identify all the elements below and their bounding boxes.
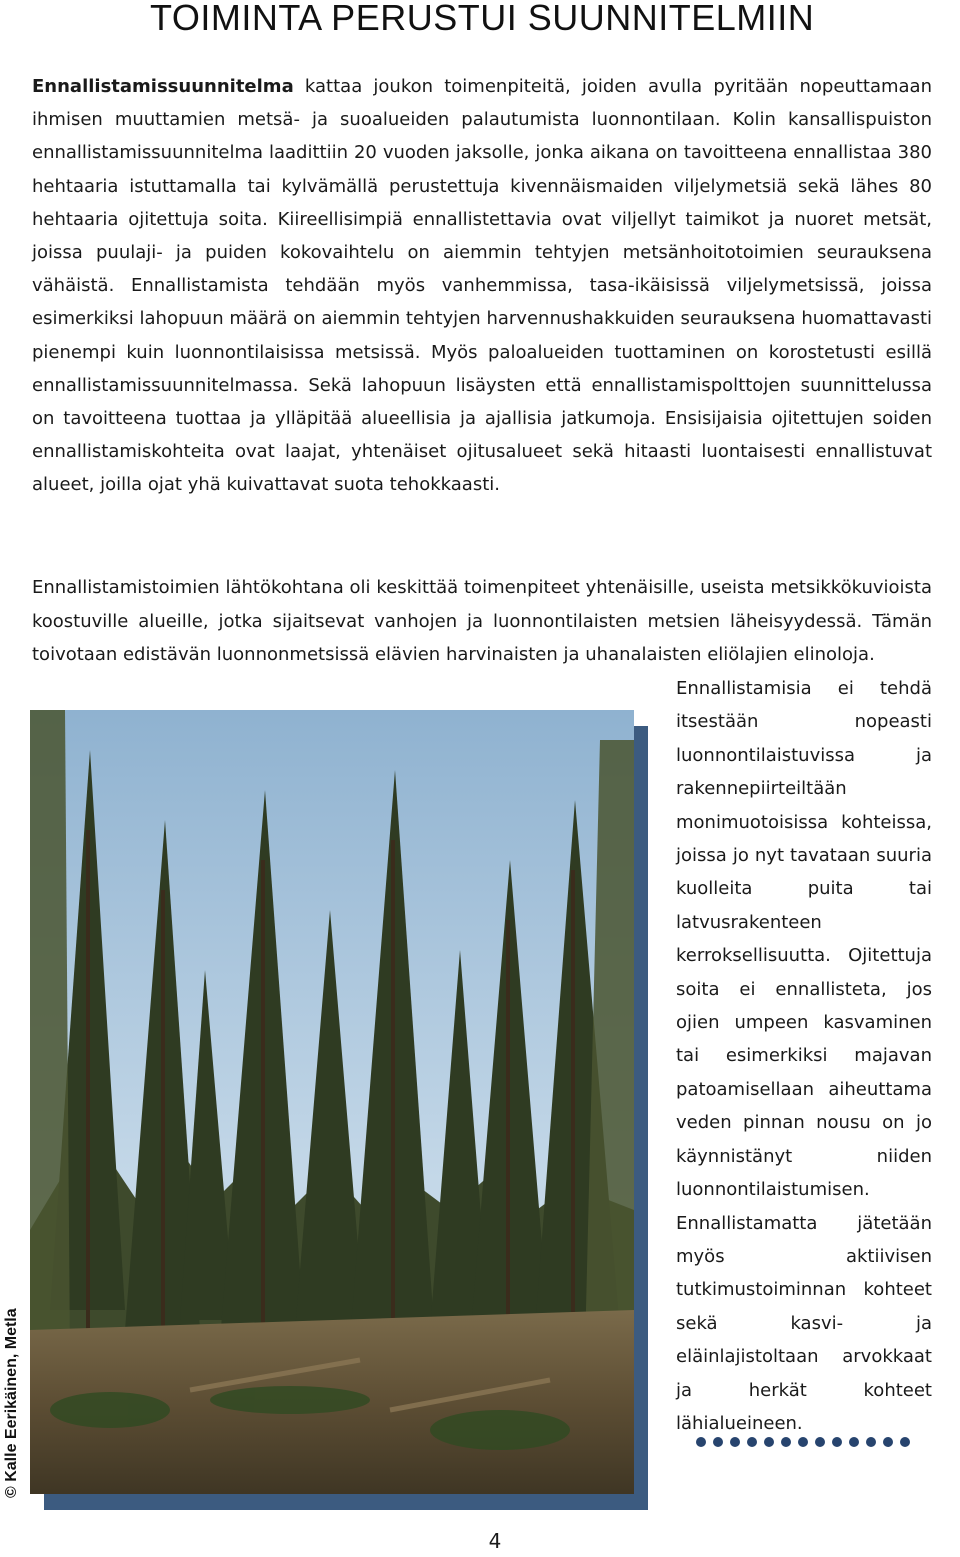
intro-body-text: kattaa joukon toimenpiteitä, joiden avulla pyritään nopeuttamaan ihmisen muuttamien metsä- ja suoalueiden palautumista luonnontilaan. Kolin kansallispuiston ennallistamissuunnitelma laadittiin 20 vuoden jaksolle, jonka aikana on tavoitteena ennallistaa 380 hehtaaria istuttamalla tai kylvämällä perustettuja kivennäismaiden viljelymetsiä sekä lähes 80 hehtaaria ojitettuja soita. Kiireellisimpiä ennallistettavia ovat viljellyt taimikot ja nuoret metsät, joissa puulaji- ja puiden kokovaihtelu on aiemmin tehtyjen metsänhoitotoimien seurauksena vähäistä. Ennallistamista tehdään myös vanhemmissa, tasa-ikäisissä viljelymetsissä, joissa esimerkiksi lahopuun määrä on aiemmin tehtyjen harvennushakkuiden seurauksena huomattavasti pienempi kuin luonnontilaisissa metsissä. Myös paloalueiden tuottaminen on korostetusti esillä ennallistamissuunnitelmassa. Sekä lahopuun lisäysten että ennallistamispolttojen suunnittelussa on tavoitteena tuottaa ja ylläpitää alueellisia ja ajallisia jatkumoja. Ensisijaisia ojitettujen soiden ennallistamiskohteita ovat laajat, yhtenäiset ojitusalueet sekä hitaasti luontaisesti ennallistuvat alueet, joilla ojat yhä kuivattavat suota tehokkaasti. bbox=[32, 76, 932, 496]
second-paragraph-column-text: Ennallistamisia ei tehdä itsestään nopeasti luonnontilaistuvissa ja rakennepiirteiltään monimuotoisissa kohteissa, joissa jo nyt tavataan suuria kuolleita puita tai latvusrakenteen kerroksellisuutta. Ojitettuja soita ei ennallisteta, jos ojien umpeen kasvaminen tai esimerkiksi majavan patoamisellaan aiheuttama veden pinnan nousu on jo käynnistänyt niiden luonnontilaistumisen. Ennallistamatta jätetään myös aktiivisen tutkimustoiminnan kohteet sekä kasvi- ja eläinlajistoltaan arvokkaat ja herkät kohteet lähialueineen. bbox=[676, 678, 932, 1434]
decorative-dots bbox=[696, 1432, 936, 1452]
intro-lead-term: Ennallistamissuunnitelma bbox=[32, 76, 294, 97]
dot bbox=[883, 1437, 893, 1447]
second-paragraph-text: Ennallistamistoimien lähtökohtana oli keskittää toimenpiteet yhtenäisille, useista metsikkökuvioista koostuville alueille, jotka sijaitsevat vanhojen ja luonnontilaisten metsien läheisyydessä. Tämän toivotaan edistävän luonnonmetsissä elävien harvinaisten ja uhanalaisten eliölajien elinoloja. bbox=[32, 577, 932, 665]
dot bbox=[781, 1437, 791, 1447]
intro-paragraph bbox=[32, 70, 932, 502]
dot bbox=[747, 1437, 757, 1447]
forest-illustration bbox=[30, 710, 634, 1494]
second-paragraph-column bbox=[676, 672, 932, 1440]
dot bbox=[815, 1437, 825, 1447]
dot bbox=[730, 1437, 740, 1447]
dot bbox=[713, 1437, 723, 1447]
page-number: 4 bbox=[488, 1529, 502, 1553]
dot bbox=[798, 1437, 808, 1447]
dot bbox=[849, 1437, 859, 1447]
dot bbox=[866, 1437, 876, 1447]
page-title: TOIMINTA PERUSTUI SUUNNITELMIIN bbox=[150, 0, 815, 38]
dot bbox=[900, 1437, 910, 1447]
dot bbox=[764, 1437, 774, 1447]
second-paragraph-fullwidth bbox=[32, 571, 932, 672]
dot bbox=[832, 1437, 842, 1447]
photo-credit: © Kalle Eerikäinen, Metla bbox=[3, 1308, 20, 1498]
dot bbox=[696, 1437, 706, 1447]
forest-photo bbox=[30, 710, 634, 1494]
